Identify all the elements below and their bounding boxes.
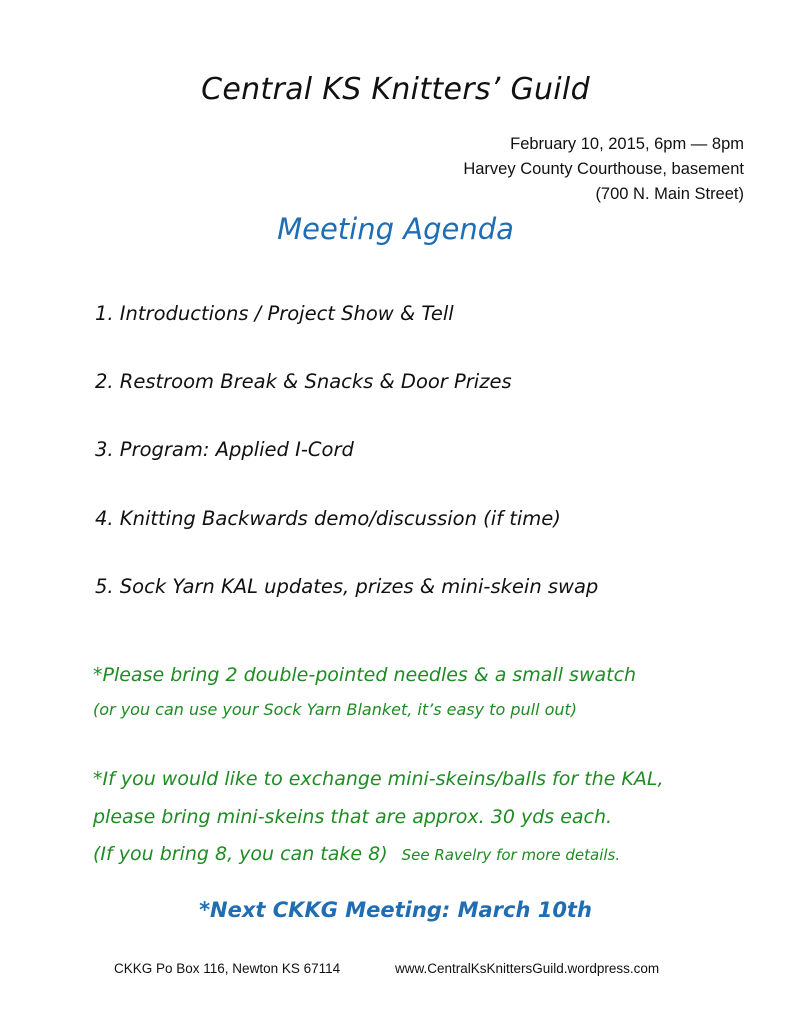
footer-website: www.CentralKsKnittersGuild.wordpress.com <box>395 961 660 976</box>
note-exchange-line3 <box>93 843 620 865</box>
agenda-item: 5. Sock Yarn KAL updates, prizes & mini-skein swap <box>95 575 599 598</box>
note-bring-needles: *Please bring 2 double-pointed needles & a small swatch <box>93 664 637 686</box>
next-meeting: *Next CKKG Meeting: March 10th <box>199 898 592 922</box>
agenda-title: Meeting Agenda <box>277 212 514 246</box>
footer-address: CKKG Po Box 116, Newton KS 67114 <box>114 961 341 976</box>
meeting-address: (700 N. Main Street) <box>595 185 744 203</box>
agenda-item: 2. Restroom Break & Snacks & Door Prizes <box>95 370 512 393</box>
note-ravelry: See Ravelry for more details. <box>401 846 621 864</box>
meeting-location: Harvey County Courthouse, basement <box>463 160 744 178</box>
agenda-item: 4. Knitting Backwards demo/discussion (if time) <box>95 507 561 530</box>
note-exchange-line2: please bring mini-skeins that are approx. 30 yds each. <box>93 806 613 828</box>
agenda-item: 3. Program: Applied I-Cord <box>95 438 354 461</box>
meeting-date-time: February 10, 2015, 6pm — 8pm <box>510 135 744 153</box>
agenda-item: 1. Introductions / Project Show & Tell <box>95 302 454 325</box>
note-exchange-rule: (If you bring 8, you can take 8) <box>93 843 388 865</box>
note-bring-needles-sub: (or you can use your Sock Yarn Blanket, it’s easy to pull out) <box>93 700 578 719</box>
note-exchange-line1: *If you would like to exchange mini-skeins/balls for the KAL, <box>93 768 664 790</box>
guild-title: Central KS Knitters’ Guild <box>201 72 590 107</box>
